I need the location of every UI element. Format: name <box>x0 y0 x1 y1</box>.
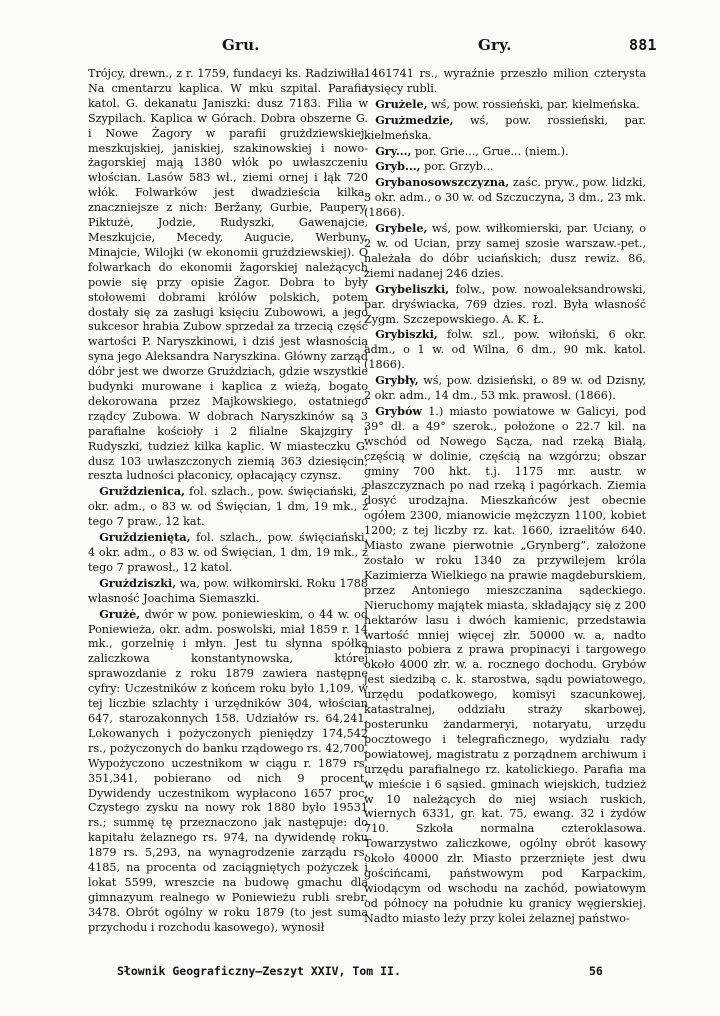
entry-text: 1.) miasto powiatowe w Galicyi, pod 39° dł. a 49° szerok., położone o 22.7 kil. na wschód od Nowego Sącza, nad rzeką Białą, częścią w dolinie, częścią na wzgórzu; obszar gminy 700 hkt. t.j. 1175 mr. austr. w płaszczyznach po nad rzeką i pagórkach. Ziemia dosyć urodzajna. Mieszkańców jest obecnie ogółem 2300, mianowicie mężczyzn 1100, kobiet 1200; z tej liczby rz. kat. 1660, izraelitów 640. Miasto zwane pierwotnie „Grynberg”, założone zostało w roku 1340 za przywilejem króla Kazimierza Wielkiego na prawie magdeburskiem, przez Antoniego mieszczanina sądeckiego. Nieruchomy majątek miasta, składający się z 200 hektarów lasu i dwóch kamienic, przedstawia wartość mniej więcej złr. 50000 w. a, nadto miasto pobiera z prawa propinacyi i targowego około 4000 złr. w. a. rocznego dochodu. Grybów jest siedzibą c. k. starostwa, sądu powiatowego, urzędu podatkowego, komisyi szacunkowej, katastralnej, oddziału straży skarbowej, posterunku żandarmeryi, notaryatu, urzędu pocztowego i telegraficznego, wydziału rady powiatowej, magistratu z porządnem archiwum i urzędu parafialnego rz. katolickiego. Parafia ma w mieście i 6 sąsied. gminach wiejskich, tudzież w 10 należących do niej wsiach ruskich, wiernych 6331, gr. kat. 75, ewang. 32 i żydów 710. Szkoła normalna czteroklasowa. Towarzystwo zaliczkowe, ogólny obrót kasowy około 40000 złr. Miasto przerznięte jest dwu gościńcami, państwowym pod Karpackim, wiodącym od wschodu na zachód, powiatowym od północy na południe ku granicy węgierskiej. Nadto miasto leży przy kolei żelaznej państwo- <box>364 404 646 925</box>
entry-headword: Gruždzienica, <box>99 484 186 499</box>
dictionary-entry <box>88 576 368 607</box>
running-head-left: Gru. <box>222 36 260 54</box>
entry-text: wś, pow. rossieński, par. kielmeńska. <box>427 97 640 111</box>
entry-text: 1461741 rs., wyraźnie przeszło milion czterysta tysięcy rubli. <box>364 67 646 95</box>
entry-headword: Gruždzienięta, <box>99 530 191 545</box>
entry-headword: Grybeliszki, <box>375 281 450 296</box>
dictionary-entry <box>364 327 646 373</box>
entry-headword: Grużė, <box>99 606 141 621</box>
entry-text: fol. szlach., pow. święciański, 4 okr. adm., o 83 w. od Święcian, 1 dm, 19 mk., z tego 7 prawosł., 12 katol. <box>88 531 368 574</box>
entry-headword: Grużele, <box>375 96 428 111</box>
entry-headword: Grybły, <box>375 373 419 388</box>
dictionary-entry <box>88 530 368 576</box>
entry-text: por. Grie..., Grue... (niem.). <box>411 144 569 158</box>
footer-title: Słownik Geograficzny—Zeszyt XXIV, Tom II. <box>117 964 401 978</box>
dictionary-entry <box>364 175 646 221</box>
entry-text: wa, pow. wiłkomirski. Roku 1788 własność Joachima Siemaszki. <box>88 576 368 605</box>
right-column <box>364 67 646 927</box>
entry-text: dwór w pow. poniewieskim, o 44 w. od Poniewieża, okr. adm. poswolski, miał 1859 r. 14 mk., gorzelnię i młyn. Jest tu słynna spółka zaliczkowa konstantynowska, której sprawozdanie z roku 1879 zawiera następne cyfry: Uczestników z końcem roku było 1,109, w tej liczbie szlachty i urzędników 304, włościan 647, starozakonnych 158. Udziałów rs. 64,241. Lokowanych i pożyczonych pieniędzy 174,542 rs., pożyczonych do banku rządowego rs. 42,700. Wypożyczono uczestnikom w ciągu r. 1879 rs. 351,341, pobierano od nich 9 procent. Dywidendy uczestnikom wypłacono 1657 proc. Czystego zysku na nowy rok 1880 było 19531 rs.; summę tę przeznaczono jak następuje: do kapitału żelaznego rs. 974, na dywidendę roku 1879 rs. 5,293, na wynagrodzenie zarządu rs. 4185, na procenta od zaciągniętych pożyczek i lokat 5599, wreszcie na budowę gmachu dla gimnazyum realnego w Poniewieżu rubli srebr. 3478. Obrót ogólny w roku 1879 (to jest suma przychodu i rozchodu kasowego), wynosił <box>88 607 368 934</box>
dictionary-entry <box>88 607 368 936</box>
dictionary-entry <box>364 113 646 144</box>
dictionary-entry <box>364 67 646 97</box>
entry-headword: Grybów <box>375 403 423 418</box>
entry-text: zaśc. pryw., pow. lidzki, 3 okr. adm., o 30 w. od Szczuczyna, 3 dm., 23 mk. (1866). <box>364 176 646 220</box>
entry-headword: Grybanosowszczyzna, <box>375 175 510 190</box>
entry-headword: Gry..., <box>375 143 412 158</box>
dictionary-entry <box>364 373 646 404</box>
entry-headword: Gryb..., <box>375 159 421 174</box>
entry-text: fol. szlach., pow. święciański, 2 okr. adm., o 83 w. od Święcian, 1 dm, 19 mk., z tego 7 praw., 12 kat. <box>88 485 368 529</box>
entry-text: por. Grzyb... <box>420 160 494 174</box>
entry-text: wś, pow. dzisieński, o 89 w. od Dzisny, 2 okr. adm., 14 dm., 53 mk. prawosł. (1866). <box>364 374 646 403</box>
left-column <box>88 67 368 936</box>
entry-text: folw., pow. nowoaleksandrowski, par. dryświacka, 769 dzies. rozl. Była własność Zygm. Szczepowskiego. A. K. Ł. <box>364 282 646 326</box>
entry-text: wś, pow. rossieński, par. kielmeńska. <box>364 113 646 142</box>
entry-headword: Grużdziszki, <box>99 575 177 590</box>
dictionary-entry <box>364 282 646 328</box>
running-head-right: Gry. <box>478 36 512 54</box>
dictionary-entry <box>364 221 646 282</box>
dictionary-entry <box>364 97 646 113</box>
dictionary-entry <box>364 159 646 175</box>
dictionary-entry <box>88 67 368 484</box>
entry-headword: Grużmedzie, <box>375 112 454 127</box>
entry-headword: Grybele, <box>375 221 428 236</box>
entry-text: folw. szl., pow. wiłoński, 6 okr. adm., o 1 w. od Wilna, 6 dm., 90 mk. katol. (1866). <box>364 328 646 372</box>
entry-headword: Grybiszki, <box>375 327 438 342</box>
signature-number: 56 <box>589 964 603 978</box>
dictionary-entry <box>88 484 368 530</box>
dictionary-entry <box>364 144 646 160</box>
entry-text: wś, pow. wiłkomierski, par. Uciany, o 2 w. od Ucian, przy samej szosie warszaw.-pet., należała do dóbr uciańskich; dusz rewiz. 86, ziemi nadanej 246 dzies. <box>364 222 646 280</box>
page-number: 881 <box>629 36 657 54</box>
dictionary-entry <box>364 404 646 927</box>
entry-text: Trójcy, drewn., z r. 1759, fundacyi ks. Radziwiłła. Na cmentarzu kaplica. W mku szpital. Parafia katol. G. dekanatu Janiszki: dusz 7183. Filia w Szypilach. Kaplica w Górach. Dobra obszerne G. i Nowe Żagory w parafii grużdziewskiej, meszkujskiej, janiskiej, szakinowskiej i nowo-żagorskiej mają 1380 włók po uwłaszczeniu włościan. Lasów 583 wł., ziemi ornej i łąk 720 włók. Folwarków jest dwadzieścia kilka, znaczniejsze z nich: Beržany, Gurbie, Paupery, Piktużė, Jodzie, Rudyszki, Gawenajcie, Meszkujcie, Mecedy, Augucie, Werbuny, Minajcie, Wilojki (w ekonomii grużdziewskiej). O folwarkach do ekonomii žagorskiej należących powie się przy opisie Żagor. Dobra to były stołowemi dobrami królów polskich, potem dostały się za zasługi księciu Zubowowi, a jego sukcesor hrabia Zubow sprzedał za trzecią część wartości P. Naryszkinowi, i dziś jest własnością syna jego Aleksandra Naryszkina. Główny zarząd dóbr jest we dworze Grużdziach, gdzie wszystkie budynki murowane i kaplica z wieżą, bogato dekorowana przez Majkowskiego, ostatniego rządcy Zubowa. W dobrach Naryszkinów są 3 parafialne kościoły i 2 filialne Skajzgiry i Rudyszki, tudzież kilka kaplic. W miasteczku G. dusz 103 uwłaszczonych ziemią 363 dziesięcin; reszta ludności płaconicy, opłacający czynsz. <box>88 67 368 483</box>
